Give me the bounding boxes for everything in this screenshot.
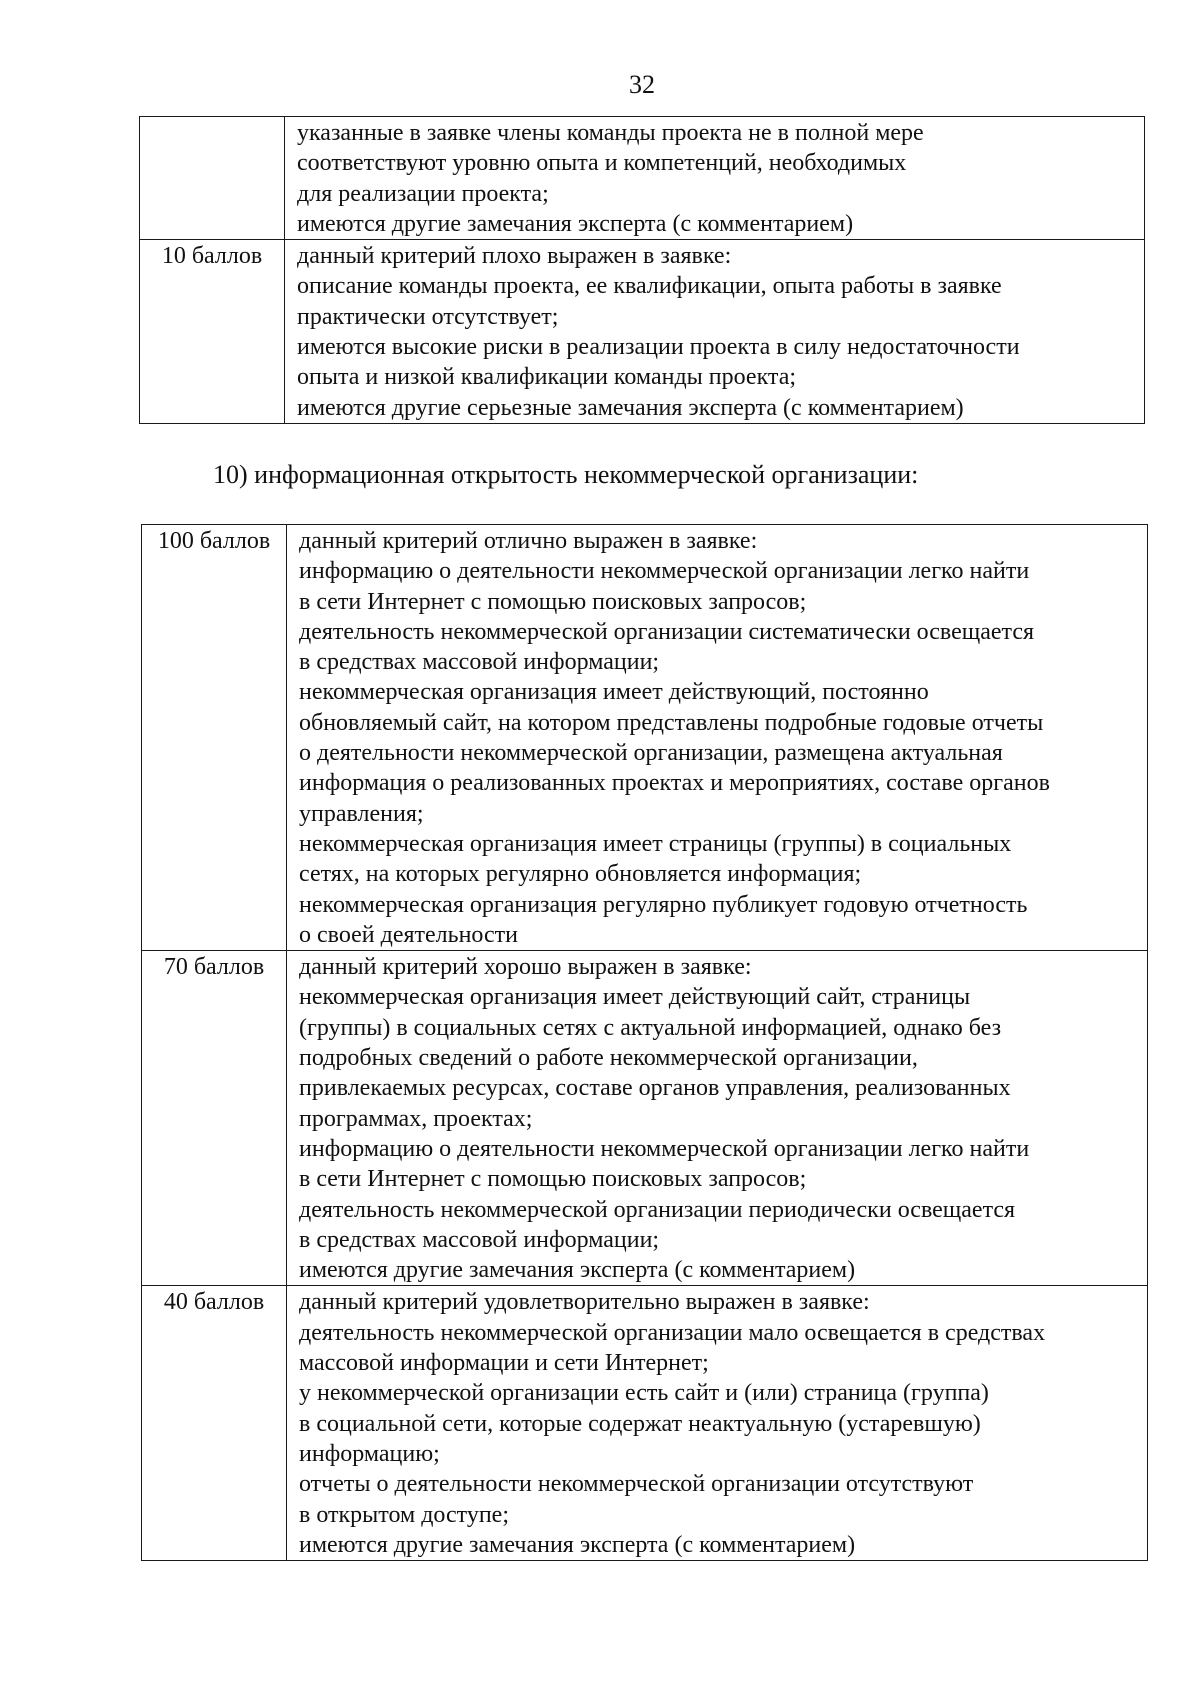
table-row <box>140 117 1145 240</box>
description-line: для реализации проекта; <box>297 180 549 207</box>
score-cell: 40 баллов <box>142 1286 287 1561</box>
table-row <box>142 525 1148 951</box>
description-cell <box>285 117 1145 240</box>
description-line: в средствах массовой информации; <box>299 649 660 676</box>
description-line: в сети Интернет с помощью поисковых запросов; <box>299 588 807 615</box>
section-heading: 10) информационная открытость некоммерческой организации: <box>213 460 919 489</box>
description-line: данный критерий удовлетворительно выражен в заявке: <box>299 1289 870 1316</box>
description-line: управления; <box>299 800 424 827</box>
description-line: данный критерий хорошо выражен в заявке: <box>299 954 752 981</box>
criteria-table-information-openness <box>141 524 1148 1561</box>
description-cell <box>287 525 1148 951</box>
description-line: (группы) в социальных сетях с актуальной информацией, однако без <box>299 1014 1002 1041</box>
score-cell: 100 баллов <box>142 525 287 951</box>
description-cell <box>285 240 1145 424</box>
description-line: имеются другие замечания эксперта (с комментарием) <box>299 1531 856 1558</box>
description-line: указанные в заявке члены команды проекта не в полной мере <box>297 120 924 146</box>
description-line: информацию о деятельности некоммерческой организации легко найти <box>299 1135 1030 1162</box>
description-line: о своей деятельности <box>299 921 518 948</box>
table-row <box>142 951 1148 1286</box>
description-line: отчеты о деятельности некоммерческой организации отсутствуют <box>299 1471 974 1498</box>
description-line: в открытом доступе; <box>299 1501 509 1528</box>
page-number: 32 <box>629 70 655 99</box>
description-line: имеются другие серьезные замечания эксперта (с комментарием) <box>297 394 964 421</box>
description-line: в социальной сети, которые содержат неактуальную (устаревшую) <box>299 1410 981 1437</box>
description-line: практически отсутствует; <box>297 303 559 330</box>
description-line: некоммерческая организация имеет действующий, постоянно <box>299 679 929 706</box>
description-line: данный критерий отлично выражен в заявке: <box>299 528 758 554</box>
description-line: имеются другие замечания эксперта (с комментарием) <box>297 210 854 237</box>
description-line: деятельность некоммерческой организации периодически освещается <box>299 1196 1016 1223</box>
description-line: информация о реализованных проектах и мероприятиях, составе органов <box>299 770 1050 797</box>
description-line: в средствах массовой информации; <box>299 1226 660 1253</box>
description-line: в сети Интернет с помощью поисковых запросов; <box>299 1166 807 1193</box>
description-line: у некоммерческой организации есть сайт и (или) страница (группа) <box>299 1380 989 1407</box>
description-line: обновляемый сайт, на котором представлены подробные годовые отчеты <box>299 709 1044 736</box>
description-line: соответствуют уровню опыта и компетенций, необходимых <box>297 150 907 177</box>
description-line: подробных сведений о работе некоммерческой организации, <box>299 1045 918 1072</box>
description-line: привлекаемых ресурсах, составе органов управления, реализованных <box>299 1075 1011 1102</box>
score-cell: 10 баллов <box>140 240 285 424</box>
description-line: деятельность некоммерческой организации систематически освещается <box>299 618 1035 645</box>
description-cell <box>287 1286 1148 1561</box>
description-line: имеются высокие риски в реализации проекта в силу недостаточности <box>297 334 1020 361</box>
table-row <box>142 1286 1148 1561</box>
description-line: информацию; <box>299 1440 440 1467</box>
description-line: некоммерческая организация регулярно публикует годовую отчетность <box>299 891 1028 918</box>
score-cell <box>140 117 285 240</box>
description-line: сетях, на которых регулярно обновляется информация; <box>299 861 862 888</box>
table-row <box>140 240 1145 424</box>
description-line: опыта и низкой квалификации команды проекта; <box>297 364 797 391</box>
score-cell: 70 баллов <box>142 951 287 1286</box>
criteria-table-continued <box>139 116 1145 424</box>
description-line: деятельность некоммерческой организации мало освещается в средствах <box>299 1319 1046 1346</box>
description-line: описание команды проекта, ее квалификации, опыта работы в заявке <box>297 273 1002 300</box>
description-line: некоммерческая организация имеет действующий сайт, страницы <box>299 984 971 1011</box>
description-line: информацию о деятельности некоммерческой организации легко найти <box>299 558 1030 585</box>
description-line: массовой информации и сети Интернет; <box>299 1350 709 1377</box>
description-line: некоммерческая организация имеет страницы (группы) в социальных <box>299 830 1012 857</box>
description-line: программах, проектах; <box>299 1105 533 1132</box>
description-line: о деятельности некоммерческой организации, размещена актуальная <box>299 740 1003 767</box>
description-line: имеются другие замечания эксперта (с комментарием) <box>299 1257 856 1284</box>
description-cell <box>287 951 1148 1286</box>
description-line: данный критерий плохо выражен в заявке: <box>297 243 732 270</box>
